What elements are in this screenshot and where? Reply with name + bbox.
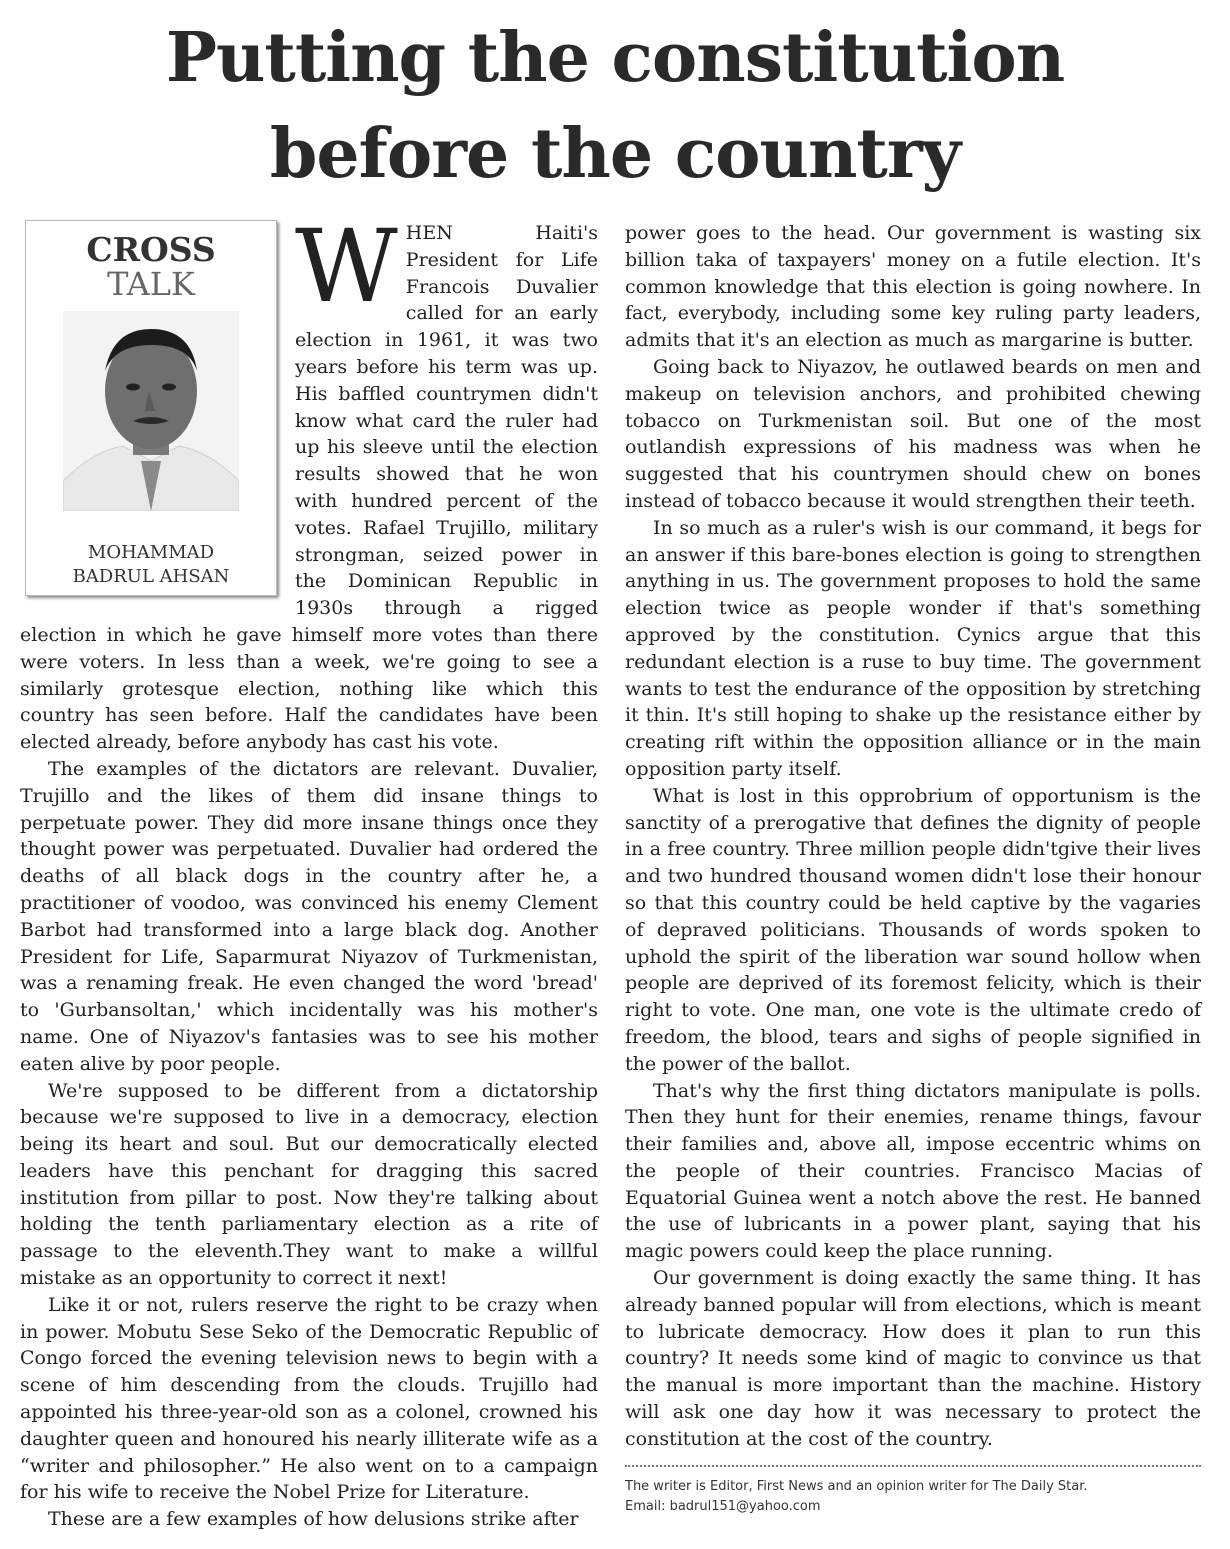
cross-talk-box [25, 220, 277, 596]
drop-cap: W [295, 208, 398, 325]
paragraph-8: What is lost in this opprobrium of opportunism is the sanctity of a prerogative that defines the dignity of people in a free country. Three million people didn'tgive their lives and two hundred thousand women didn't lose their honour so that this country could be held captive by the vagaries of depraved politicians. Thousands of words spoken to uphold the spirit of the liberation war sound hollow when people are deprived of its foremost felicity, which is their right to vote. One man, one vote is the ultimate credo of freedom, the blood, tears and sighs of people signified in the power of the ballot. [625, 784, 1201, 1075]
writer-note [625, 1477, 1201, 1517]
paragraph-3: We're supposed to be different from a dictatorship because we're supposed to live in a democracy, election being its heart and soul. But our democratically elected leaders have this penchant for dragging this sacred institution from pillar to post. Now they're talking about holding the tenth parliamentary election as a rite of passage to the eleventh.They want to make a willful mistake as an opportunity to correct it next! [20, 1079, 598, 1290]
paragraph-5-continued: power goes to the head. Our government is wasting six billion taka of taxpayers' money on a futile election. It's common knowledge that this election is going nowhere. In fact, everybody, including some key ruling party leaders, admits that it's an election as much as margarine is butter. [625, 222, 1201, 352]
headline-line-2: before the country [269, 114, 961, 194]
paragraph-4: Like it or not, rulers reserve the right to be crazy when in power. Mobutu Sese Seko of the Democratic Republic of Congo forced the evening television news to begin with a scene of him descending from the clouds. Trujillo had appointed his three-year-old son as a colonel, crowned his daughter queen and honoured his nearly illiterate wife as a “writer and philosopher.” He also went on to a campaign for his wife to receive the Nobel Prize for Literature. [20, 1293, 598, 1504]
author-name-line-1: MOHAMMAD [87, 542, 215, 563]
dotted-separator [625, 1465, 1201, 1467]
headline-line-1: Putting the constitution [165, 18, 1065, 98]
writer-note-line-1: The writer is Editor, First News and an opinion writer for The Daily Star. [625, 1478, 1088, 1494]
column-title-cross: CROSS [86, 230, 216, 269]
author-name-line-2: BADRUL AHSAN [72, 566, 230, 587]
column-title-talk: TALK [107, 265, 195, 303]
author-photo [63, 311, 239, 511]
paragraph-10: Our government is doing exactly the same thing. It has already banned popular will from elections, which is meant to lubricate democracy. How does it plan to run this country? It needs some kind of magic to convince us that the manual is more important than the machine. History will ask one day how it was necessary to protect the constitution at the cost of the country. [625, 1267, 1201, 1450]
paragraph-1-text: HEN Haiti's President for Life Francois Duvalier called for an early election in 1961, it was two years before his term was up. His baffled countrymen didn't know what card the ruler had up his sleeve until the election results showed that he won with hundred percent of the votes. Rafael Trujillo, military strongman, seized power in the Dominican Republic in 1930s through a rigged election in which he gave himself more votes than there were voters. In less than a week, we're going to see a similarly grotesque election, nothing like which this country has seen before. Half the candidates have been elected already, before anybody has cast his vote. [20, 222, 598, 754]
writer-note-email: Email: badrul151@yahoo.com [625, 1498, 821, 1514]
headline [0, 10, 1230, 202]
paragraph-6: Going back to Niyazov, he outlawed beards on men and makeup on television anchors, and prohibited chewing tobacco on Turkmenistan soil. But one of the most outlandish expressions of his madness was when he suggested that his countrymen should chew on bones instead of tobacco because it would strengthen their teeth. [625, 355, 1201, 512]
paragraph-7: In so much as a ruler's wish is our command, it begs for an answer if this bare-bones election is going to strengthen anything in us. The government proposes to hold the same election twice as people wonder if that's something approved by the constitution. Cynics argue that this redundant election is a ruse to buy time. The government wants to test the endurance of the opposition by stretching it thin. It's still hoping to shake up the resistance either by creating rift within the opposition alliance or in the main opposition party itself. [625, 516, 1201, 780]
column-left [20, 208, 598, 1533]
paragraph-5: These are a few examples of how delusions strike after [48, 1508, 579, 1531]
paragraph-2: The examples of the dictators are relevant. Duvalier, Trujillo and the likes of them did insane things to perpetuate power. They did more insane things once they thought power was perpetuated. Duvalier had ordered the deaths of all black dogs in the country after he, a practitioner of voodoo, was convinced his enemy Clement Barbot had transformed into a large black dog. Another President for Life, Saparmurat Niyazov of Turkmenistan, was a renaming freak. He even changed the word 'bread' to 'Gurbansoltan,' which incidentally was his mother's name. One of Niyazov's fantasies was to see his mother eaten alive by poor people. [20, 757, 598, 1075]
column-right [625, 220, 1201, 1517]
author-name [26, 541, 276, 589]
paragraph-9: That's why the first thing dictators manipulate is polls. Then they hunt for their enemies, rename things, favour their families and, above all, impose eccentric whims on the people of their countries. Francisco Macias of Equatorial Guinea went a notch above the rest. He banned the use of lubricants in a power plant, saying that his magic powers could keep the place running. [625, 1079, 1201, 1263]
